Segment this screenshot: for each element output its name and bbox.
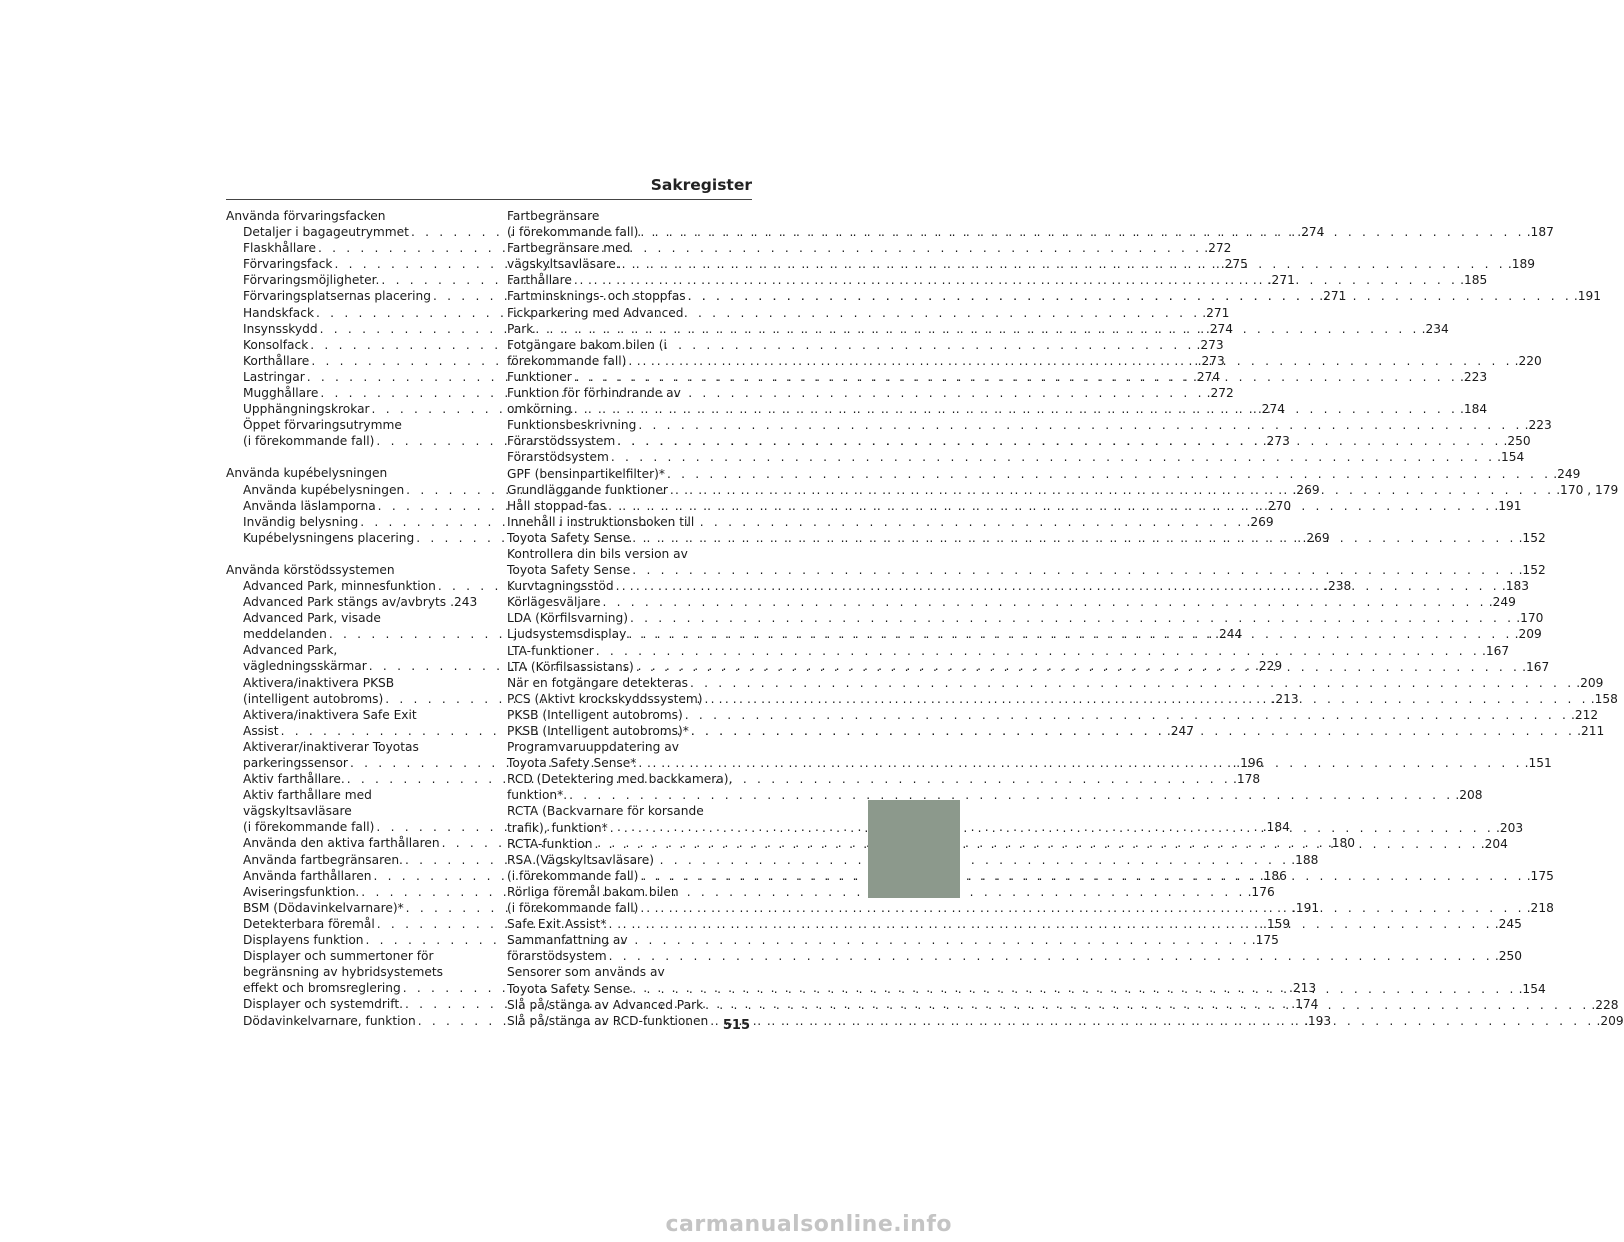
index-page-ref: .238: [1324, 578, 1352, 593]
index-page-ref: .250: [1494, 949, 1523, 964]
index-page-ref: .269: [1302, 530, 1330, 545]
dot-leader: [634, 659, 1520, 675]
index-page-ref: .209: [1514, 627, 1542, 642]
index-entry-label: Kupébelysningens placering: [243, 530, 415, 545]
index-page-ref: .228: [1591, 997, 1619, 1012]
index-page-ref: .271: [1202, 305, 1230, 320]
index-page-ref: .213: [1271, 691, 1299, 706]
index-page-ref: .244: [1215, 627, 1243, 642]
index-entry: [507, 546, 1546, 578]
index-entry-label: (i förekommande fall): [243, 434, 375, 449]
watermark-logo: carmanualsonline.info: [665, 1212, 952, 1237]
index-entry-label: Fotgängare bakom bilen (i: [507, 337, 667, 352]
index-entry-label: funktion*.: [507, 788, 568, 803]
dot-leader: [703, 691, 1589, 707]
index-page-ref: .151: [1524, 756, 1552, 771]
index-entry-label: Aktiverar/inaktiverar Toyotas: [243, 739, 419, 754]
index-page-ref: .184: [1460, 402, 1488, 417]
index-page-ref: .170: [1516, 611, 1544, 626]
index-page-ref: .154: [1497, 450, 1525, 465]
dot-leader: [636, 755, 1522, 771]
index-entry-label: Innehåll i instruktionsboken till: [507, 514, 695, 529]
index-entry-label: Park: [507, 321, 534, 336]
index-entry-label: Dödavinkelvarnare, funktion: [243, 1013, 416, 1028]
index-entry-label: Fartbegränsare med: [507, 241, 631, 256]
dot-leader: [533, 321, 1419, 337]
index-entry-label: Advanced Park, minnesfunktion: [243, 578, 436, 593]
index-page-ref: .275: [1220, 257, 1248, 272]
index-page-ref: .269: [1246, 514, 1274, 529]
index-page-ref: .270: [1263, 498, 1292, 513]
index-page-ref: .175: [1251, 933, 1279, 948]
dot-leader: [314, 305, 1200, 321]
index-entry-label: Advanced Park, visade: [243, 611, 381, 626]
index-entry: [507, 675, 1604, 691]
dot-leader: [316, 240, 1202, 256]
index-entry-label: Sensorer som används av: [507, 965, 665, 980]
index-entry-label: Aktivera/inaktivera PKSB: [243, 675, 395, 690]
index-entry-label: parkeringssensor: [243, 756, 348, 770]
index-entry: [507, 417, 1552, 433]
index-page-ref: .249: [1553, 466, 1581, 481]
index-entry: [507, 610, 1544, 626]
index-entry-label: Konsolfack: [243, 337, 309, 352]
index-entry-label: Toyota Safety Sense*: [507, 756, 637, 771]
index-page-ref: .183: [1501, 579, 1529, 594]
dot-leader: [703, 997, 1589, 1013]
index-heading-label: Använda körstödssystemen: [226, 562, 395, 577]
section-tab-marker: [868, 800, 960, 898]
dot-leader: [615, 433, 1501, 449]
index-page-ref: .191: [1291, 900, 1320, 915]
index-page-ref: .272: [1206, 386, 1234, 401]
index-page-ref: .273: [1262, 434, 1290, 449]
index-entry-label: LTA-funktioner: [507, 643, 594, 658]
dot-leader: [636, 417, 1522, 433]
dot-leader: [608, 820, 1494, 836]
dot-leader: [638, 868, 1524, 884]
dot-leader: [626, 626, 1512, 642]
index-entry-label: Fartbegränsare: [507, 209, 600, 223]
index-entry-label: Förvaringsplatsernas placering: [243, 289, 432, 304]
index-page-ref: .191: [1573, 289, 1602, 304]
index-page-ref: .196: [1236, 756, 1264, 770]
dot-leader: [358, 514, 1244, 530]
header-divider: [226, 199, 752, 200]
dot-leader: [638, 224, 1524, 240]
index-entry-label: Använda den aktiva farthållaren: [243, 836, 440, 851]
index-entry-label: meddelanden: [243, 627, 327, 642]
index-page-ref: .274: [1257, 402, 1285, 417]
index-page-ref: .208: [1455, 788, 1483, 803]
index-entry-label: begränsning av hybridsystemets: [243, 965, 444, 980]
index-entry-label: Displayer och systemdrift.: [243, 997, 403, 1012]
dot-leader: [359, 884, 1245, 900]
index-page-ref: .245: [1494, 917, 1522, 932]
index-entry-label: Kurvtagningsstöd: [507, 579, 614, 594]
index-entry-label: Invändig belysning: [243, 514, 359, 529]
index-page-ref: .189: [1507, 257, 1535, 272]
dot-leader: [600, 594, 1486, 610]
index-page-ref: .211: [1577, 724, 1605, 738]
page-number: 515: [722, 1018, 750, 1033]
dot-leader: [607, 948, 1493, 964]
index-entry-label: LDA (Körfilsvarning): [507, 611, 628, 626]
index-entry-label: När en fotgängare detekteras: [507, 675, 689, 690]
index-page-ref: .223: [1524, 418, 1552, 433]
index-entry-label: Toyota Safety Sense: [507, 563, 631, 578]
index-entry-label: vägskyltsavläsare: [243, 804, 352, 819]
index-page-ref: .223: [1459, 369, 1488, 384]
index-entry-label: Advanced Park stängs av/avbryts: [243, 595, 447, 610]
index-header-title: Sakregister: [650, 176, 752, 194]
index-entry-label: Upphängningskrokar: [243, 402, 370, 417]
index-page-ref: .186: [1259, 868, 1287, 883]
dot-leader: [665, 466, 1551, 482]
index-entry-label: PKSB (Intelligent autobroms)*: [507, 724, 689, 738]
index-entry-label: (i förekommande fall): [507, 901, 639, 916]
index-entry-label: Ljudsystemsdisplay: [507, 627, 627, 642]
index-page-ref: .167: [1482, 643, 1510, 658]
index-entry-label: Aviseringsfunktion.: [243, 884, 360, 899]
index-entry-label: Insynsskydd: [243, 321, 318, 336]
index-page-ref: .247: [1166, 723, 1194, 738]
dot-leader: [606, 916, 1492, 932]
index-page-ref: .273: [1196, 337, 1224, 352]
index-page-ref: .249: [1488, 595, 1516, 610]
index-entry-label: Flaskhållare: [243, 241, 316, 256]
index-page-ref: .167: [1522, 659, 1550, 674]
dot-leader: [630, 530, 1516, 546]
index-page-ref: .273: [1197, 353, 1225, 368]
dot-leader: [630, 562, 1516, 578]
index-page-ref: .269: [1292, 482, 1320, 497]
index-heading: [226, 465, 472, 481]
dot-leader: [572, 369, 1458, 385]
index-page-ref: .193: [1303, 1013, 1332, 1028]
index-entry-label: Fartminsknings- och stoppfas: [507, 289, 686, 304]
index-entry: [507, 449, 1525, 465]
index-entry-label: PCS (Aktivt krockskyddssystem): [507, 691, 703, 706]
index-entry-label: PKSB (Intelligent autobroms): [507, 707, 683, 722]
index-page-ref: .250: [1503, 434, 1531, 449]
dot-leader: [668, 482, 1554, 498]
index-page-ref: .180: [1327, 836, 1355, 851]
index-entry: [507, 594, 1516, 610]
dot-leader: [689, 723, 1575, 739]
index-entry: [507, 707, 1599, 723]
index-entry-label: (i förekommande fall): [507, 225, 639, 240]
index-heading: [226, 208, 472, 224]
index-page-ref: .271: [1267, 273, 1295, 288]
index-entry-label: Slå på/stänga av Advanced Park: [507, 997, 704, 1012]
index-page-ref: .271: [1319, 289, 1347, 304]
index-entry-label: Öppet förvaringsutrymme: [243, 418, 402, 433]
index-entry-label: Kontrollera din bils version av: [507, 546, 688, 561]
index-entry-label: Slå på/stänga av RCD-funktionen: [507, 1013, 709, 1028]
index-entry-label: GPF (bensinpartikelfilter)*: [507, 466, 665, 481]
index-page-ref: .272: [1204, 241, 1232, 256]
index-page-ref: .178: [1233, 772, 1261, 787]
index-page-ref: .152: [1518, 530, 1546, 545]
index-entry-label: Använda farthållaren: [243, 868, 372, 883]
dot-leader: [594, 643, 1480, 659]
index-entry-label: RSA (Vägskyltsavläsare): [507, 852, 655, 867]
index-entry-label: Funktionsbeskrivning: [507, 418, 637, 433]
dot-leader: [592, 836, 1478, 852]
index-entry-label: Håll stoppad-fas: [507, 498, 607, 513]
dot-leader: [626, 353, 1512, 369]
index-entry-label: Toyota Safety Sense: [507, 981, 631, 996]
index-entry-label: Förvaringsmöjligheter.: [243, 273, 380, 288]
index-entry-label: Funktion för förhindrande av: [507, 386, 681, 401]
index-page-ref: .209: [1576, 675, 1604, 690]
dot-leader: [609, 449, 1495, 465]
dot-leader: [572, 401, 1458, 417]
index-entry-label: Korthållare: [243, 353, 310, 368]
index-page-ref: .159: [1263, 916, 1291, 931]
index-entry-label: Rörliga föremål bakom bilen: [507, 884, 679, 899]
index-entry-label: Förvaringsfack: [243, 257, 333, 272]
dot-leader: [686, 288, 1572, 304]
index-entry-label: Aktivera/inaktivera Safe Exit: [243, 707, 417, 722]
dot-leader: [628, 610, 1514, 626]
index-entry-label: Assist: [243, 723, 279, 738]
index-entry-label: effekt och bromsreglering: [243, 981, 401, 996]
index-entry-label: (i förekommande fall): [507, 868, 639, 883]
dot-leader: [638, 900, 1524, 916]
index-page-ref: .243: [450, 595, 478, 610]
index-entry-label: Aktiv farthållare med: [243, 788, 372, 803]
index-page-ref: .187: [1526, 225, 1554, 240]
index-page-ref: .213: [1289, 981, 1317, 996]
dot-leader: [620, 256, 1506, 272]
index-page-ref: .184: [1262, 820, 1290, 835]
index-entry-label: Fickparkering med Advanced: [507, 305, 684, 320]
index-entry-label: Lastringar: [243, 369, 305, 384]
index-page-ref: .152: [1518, 563, 1546, 578]
index-page-ref: .274: [1205, 321, 1234, 336]
index-page-ref: .191: [1494, 498, 1522, 513]
index-entry-label: RCTA (Backvarnare för korsande: [507, 804, 704, 819]
index-entry-label: Displayens funktion: [243, 933, 364, 948]
index-entry-label: förekommande fall): [507, 353, 627, 368]
index-page-ref: .212: [1571, 707, 1599, 722]
index-entry-label: förarstödsystem: [507, 949, 607, 964]
index-entry-label: RCD (Detektering med backkamera),: [507, 772, 733, 787]
index-page-ref: .188: [1291, 852, 1319, 867]
index-entry-label: Mugghållare: [243, 386, 319, 401]
index-page-ref: .174: [1291, 997, 1319, 1012]
index-entry: [507, 643, 1510, 659]
index-entry-label: omkörning: [507, 402, 572, 417]
dot-leader: [345, 771, 1231, 787]
index-entry-label: Använda läslamporna: [243, 498, 376, 513]
index-page-ref: .203: [1496, 820, 1524, 835]
index-entry: [507, 466, 1581, 482]
index-page-ref: .274: [1193, 369, 1221, 384]
index-entry-label: Handskfack: [243, 305, 315, 320]
index-entry-label: Använda fartbegränsaren.: [243, 852, 403, 867]
index-page-ref: .234: [1421, 321, 1449, 336]
index-entry-label: vägledningsskärmar: [243, 659, 367, 674]
index-entry-label: Toyota Safety Sense: [507, 530, 631, 545]
index-entry-label: Displayer och summertoner för: [243, 949, 434, 964]
index-page-ref: .218: [1526, 901, 1554, 916]
index-entry-label: trafik), funktion*: [507, 820, 608, 835]
index-entry-label: BSM (Dödavinkelvarnare)*: [243, 900, 404, 915]
index-page-ref: .185: [1460, 273, 1488, 288]
dot-leader: [606, 498, 1492, 514]
index-page-ref: .204: [1480, 836, 1508, 851]
index-entry-label: Grundläggande funktioner: [507, 482, 668, 497]
dot-leader: [318, 385, 1204, 401]
index-entry-label: LTA (Körfilsassistans): [507, 659, 634, 674]
index-entry-label: (i förekommande fall): [243, 820, 375, 835]
index-heading-label: Använda förvaringsfacken: [226, 209, 386, 223]
index-entry-label: Sammanfattning av: [507, 933, 628, 948]
index-entry-label: RCTA-funktion: [507, 836, 593, 851]
index-heading-label: Använda kupébelysningen: [226, 466, 388, 481]
index-page-ref: .170 , 179: [1556, 482, 1619, 497]
index-entry-label: Aktiv farthållare.: [243, 772, 345, 787]
index-entry-label: vägskyltsavläsare.: [507, 257, 620, 272]
index-entry-label: Farthållare: [507, 273, 572, 288]
dot-leader: [567, 787, 1453, 803]
index-heading: [226, 562, 472, 578]
index-page-ref: .229: [1255, 659, 1283, 674]
index-entry-label: Advanced Park,: [243, 643, 338, 658]
index-page-ref: .175: [1526, 868, 1554, 883]
index-entry-label: Detekterbara föremål: [243, 916, 375, 931]
index-entry-label: Använda kupébelysningen: [243, 482, 405, 497]
index-entry-label: (intelligent autobroms): [243, 691, 384, 706]
index-entry-label: Körlägesväljare: [507, 595, 601, 610]
index-entry-label: Programvaruuppdatering av: [507, 740, 679, 755]
dot-leader: [708, 1013, 1594, 1029]
index-entry-label: Safe Exit Assist*: [507, 917, 607, 932]
dot-leader: [688, 675, 1574, 691]
dot-leader: [683, 707, 1569, 723]
index-entry-label: Förarstödssystem: [507, 434, 616, 449]
dot-leader: [572, 272, 1458, 288]
index-page-ref: .176: [1247, 884, 1275, 899]
index-page-ref: .154: [1518, 981, 1546, 996]
index-page-ref: .220: [1514, 353, 1542, 368]
index-page-ref: .158: [1590, 691, 1618, 706]
dot-leader: [614, 578, 1500, 594]
index-page-ref: .209: [1596, 1013, 1624, 1028]
index-entry-label: Förarstödsystem: [507, 450, 609, 465]
index-entry-label: Detaljer i bagageutrymmet: [243, 225, 409, 240]
index-entry: [226, 594, 478, 610]
dot-leader: [630, 981, 1516, 997]
dot-leader: [364, 932, 1250, 948]
index-entry-label: Funktioner: [507, 369, 572, 384]
index-page-ref: .274: [1297, 225, 1325, 240]
